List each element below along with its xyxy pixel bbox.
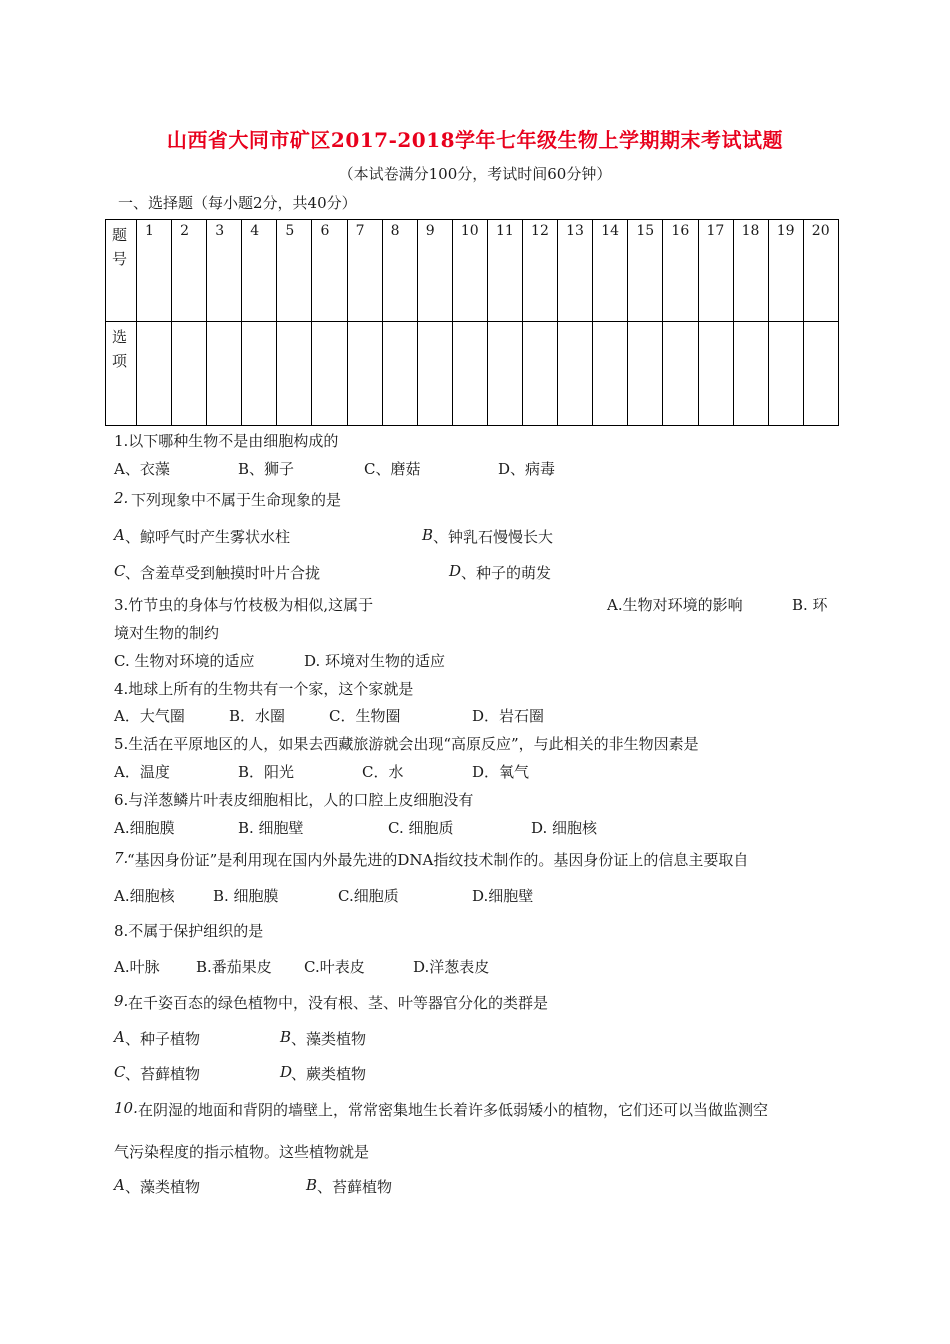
- question-number-cell: 13: [558, 220, 593, 322]
- question-number-cell: 9: [417, 220, 452, 322]
- option-b: B. 细胞膜: [213, 887, 279, 905]
- answer-cell[interactable]: [242, 322, 277, 426]
- answer-cell[interactable]: [733, 322, 768, 426]
- question-4-stem: 4.地球上所有的生物共有一个家，这个家就是: [114, 680, 414, 698]
- question-number-cell: 16: [663, 220, 698, 322]
- answer-table-answer-row: [106, 322, 839, 426]
- option-d: 、蕨类植物: [291, 1065, 367, 1083]
- option-a: 、藻类植物: [125, 1178, 201, 1196]
- option-c: C.细胞质: [338, 887, 399, 905]
- question-number-cell: 6: [312, 220, 347, 322]
- question-number-cell: 11: [487, 220, 522, 322]
- option-c: C.叶表皮: [304, 958, 365, 976]
- option-d: D、病毒: [498, 460, 556, 478]
- question-text: 下列现象中不属于生命现象的是: [131, 491, 342, 509]
- question-number: 7.: [114, 849, 129, 867]
- option-a-key: A: [114, 1176, 125, 1194]
- question-1-stem: 1.以下哪种生物不是由细胞构成的: [114, 432, 339, 450]
- option-a: A.细胞核: [114, 887, 175, 905]
- exam-subtitle: （本试卷满分100分，考试时间60分钟）: [338, 165, 612, 183]
- question-text: “基因身份证”是利用现在国内外最先进的DNA指纹技术制作的。基因身份证上的信息主要取自: [127, 851, 749, 869]
- question-text: 在千姿百态的绿色植物中，没有根、茎、叶等器官分化的类群是: [128, 994, 549, 1012]
- option-d: D．岩石圈: [472, 707, 545, 725]
- answer-cell[interactable]: [803, 322, 838, 426]
- option-d-key: D: [449, 562, 462, 580]
- option-b: B.番茄果皮: [196, 958, 272, 976]
- question-number-cell: 19: [768, 220, 803, 322]
- answer-cell[interactable]: [207, 322, 242, 426]
- answer-cell[interactable]: [523, 322, 558, 426]
- option-a: A．温度: [114, 763, 170, 781]
- option-b: 、藻类植物: [291, 1030, 367, 1048]
- question-text: 在阴湿的地面和背阴的墙壁上，常常密集地生长着许多低弱矮小的植物，它们还可以当做监测空: [138, 1101, 769, 1119]
- answer-cell[interactable]: [137, 322, 172, 426]
- option-c-key: C: [114, 562, 126, 580]
- option-d: D.洋葱表皮: [413, 958, 490, 976]
- option-d: 、种子的萌发: [461, 564, 552, 582]
- question-text: 3.竹节虫的身体与竹枝极为相似,这属于: [114, 596, 374, 614]
- answer-cell[interactable]: [382, 322, 417, 426]
- question-number-cell: 4: [242, 220, 277, 322]
- option-a: A．大气圈: [114, 707, 185, 725]
- question-3-option-b-continued: 境对生物的制约: [114, 624, 220, 642]
- exam-title: 山西省大同市矿区2017-2018学年七年级生物上学期期末考试试题: [166, 128, 784, 152]
- question-number: 2.: [114, 489, 129, 507]
- question-number-cell: 3: [207, 220, 242, 322]
- option-c-key: C: [114, 1063, 126, 1081]
- option-c: 、含羞草受到触摸时叶片合拢: [125, 564, 321, 582]
- question-number-cell: 2: [172, 220, 207, 322]
- answer-cell[interactable]: [698, 322, 733, 426]
- option-a: 、种子植物: [125, 1030, 201, 1048]
- answer-cell[interactable]: [417, 322, 452, 426]
- answer-cell[interactable]: [312, 322, 347, 426]
- option-b-key: B: [306, 1176, 318, 1194]
- question-number: 9.: [114, 992, 129, 1010]
- question-number-cell: 20: [803, 220, 838, 322]
- answer-cell[interactable]: [663, 322, 698, 426]
- section-heading: 一、选择题（每小题2分，共40分）: [118, 194, 357, 212]
- option-d: D. 环境对生物的适应: [304, 652, 446, 670]
- option-b: 、钟乳石慢慢长大: [433, 528, 554, 546]
- option-a: A、衣藻: [114, 460, 170, 478]
- answer-cell[interactable]: [347, 322, 382, 426]
- option-d-key: D: [280, 1063, 293, 1081]
- question-number-cell: 10: [452, 220, 487, 322]
- row-label-number: 题 号: [106, 220, 137, 322]
- answer-cell[interactable]: [172, 322, 207, 426]
- answer-table: [105, 219, 839, 426]
- answer-cell[interactable]: [558, 322, 593, 426]
- question-number: 10.: [114, 1099, 138, 1117]
- question-10-stem-continued: 气污染程度的指示植物。这些植物就是: [114, 1143, 370, 1161]
- row-label-answer: 选 项: [106, 322, 137, 426]
- question-number-cell: 18: [733, 220, 768, 322]
- question-6-stem: 6.与洋葱鳞片叶表皮细胞相比，人的口腔上皮细胞没有: [114, 791, 474, 809]
- answer-cell[interactable]: [593, 322, 628, 426]
- option-c: C．生物圈: [329, 707, 401, 725]
- question-8-stem: 8.不属于保护组织的是: [114, 922, 264, 940]
- option-d: D.细胞壁: [472, 887, 534, 905]
- option-c: C. 细胞质: [388, 819, 454, 837]
- option-b: B. 细胞壁: [238, 819, 304, 837]
- option-c: 、苔藓植物: [125, 1065, 201, 1083]
- question-5-stem: 5.生活在平原地区的人，如果去西藏旅游就会出现“高原反应”，与此相关的非生物因素是: [114, 735, 699, 753]
- option-b: 、苔藓植物: [317, 1178, 393, 1196]
- option-a: A.生物对环境的影响: [607, 596, 743, 614]
- question-number-cell: 1: [137, 220, 172, 322]
- option-d: D. 细胞核: [531, 819, 598, 837]
- option-a: A.细胞膜: [114, 819, 175, 837]
- question-number-cell: 7: [347, 220, 382, 322]
- question-number-cell: 5: [277, 220, 312, 322]
- option-b: B．阳光: [238, 763, 295, 781]
- option-b: B、狮子: [238, 460, 295, 478]
- question-number-cell: 17: [698, 220, 733, 322]
- answer-cell[interactable]: [277, 322, 312, 426]
- option-b: B. 环: [792, 596, 828, 614]
- question-number-cell: 8: [382, 220, 417, 322]
- option-a: 、鲸呼气时产生雾状水柱: [125, 528, 291, 546]
- option-c: C、磨菇: [364, 460, 421, 478]
- option-a: A.叶脉: [114, 958, 160, 976]
- option-b-key: B: [280, 1028, 292, 1046]
- answer-table-number-row: [106, 220, 839, 322]
- question-number-cell: 15: [628, 220, 663, 322]
- option-b: B．水圈: [229, 707, 286, 725]
- option-c: C．水: [362, 763, 404, 781]
- answer-cell[interactable]: [628, 322, 663, 426]
- option-a-key: A: [114, 1028, 125, 1046]
- option-b-key: B: [422, 526, 434, 544]
- option-c: C. 生物对环境的适应: [114, 652, 255, 670]
- answer-cell[interactable]: [768, 322, 803, 426]
- question-number-cell: 14: [593, 220, 628, 322]
- answer-cell[interactable]: [487, 322, 522, 426]
- question-number-cell: 12: [523, 220, 558, 322]
- option-a-key: A: [114, 526, 125, 544]
- option-d: D．氧气: [472, 763, 530, 781]
- answer-cell[interactable]: [452, 322, 487, 426]
